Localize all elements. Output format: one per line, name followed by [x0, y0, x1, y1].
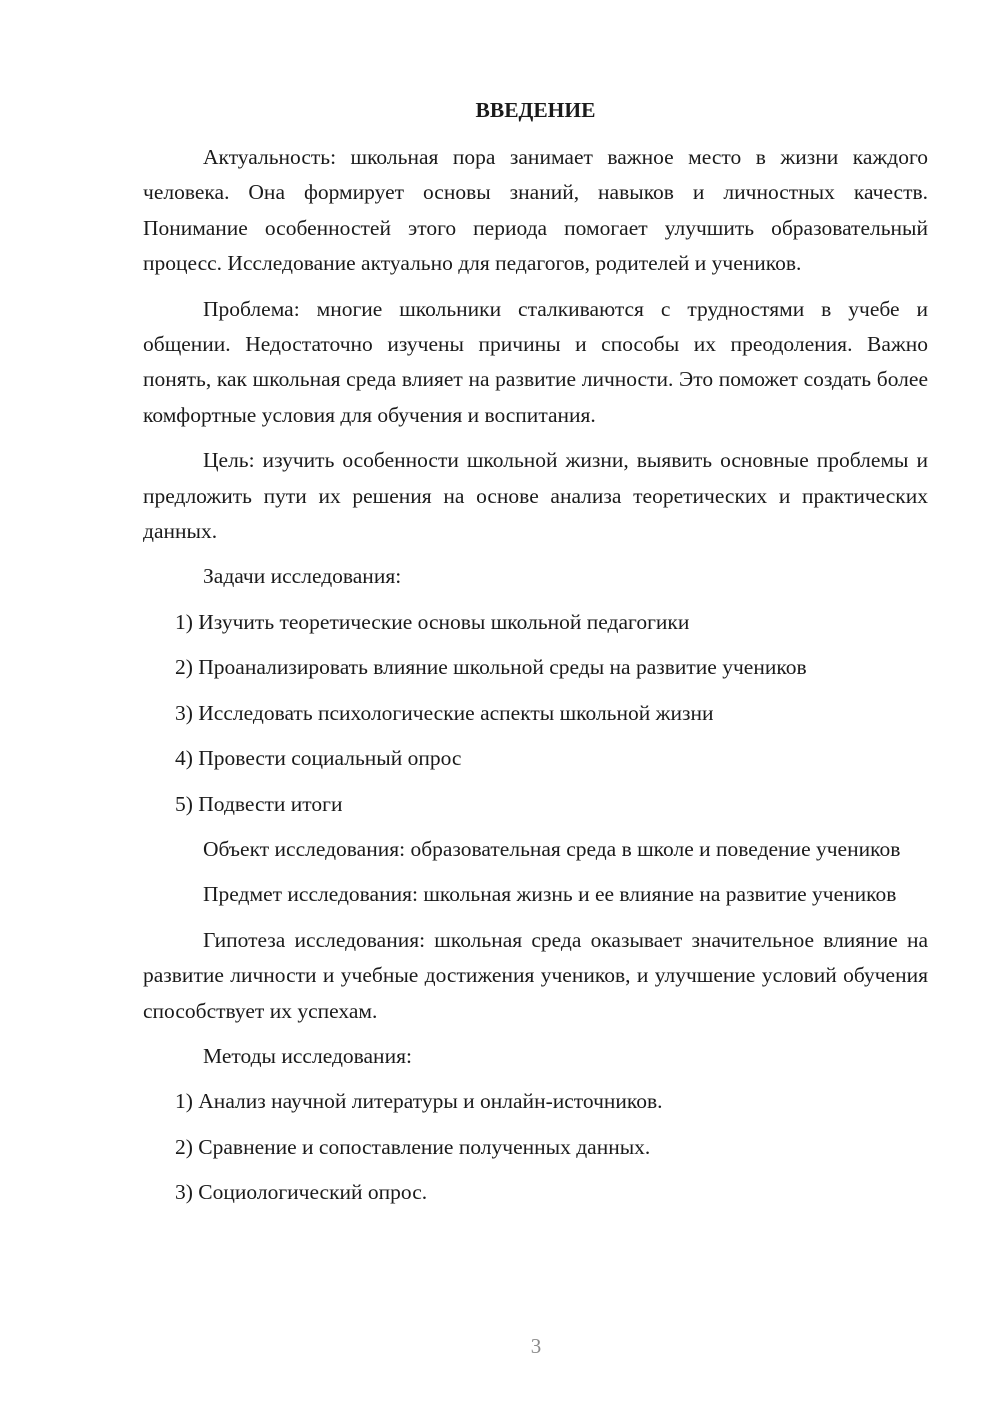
hypothesis-paragraph: Гипотеза исследования: школьная среда оказывает значительное влияние на развитие личности и учебные достижения учеников, и улучшение условий обучения способствует их успехам.	[143, 927, 928, 1023]
task-item: 1) Изучить теоретические основы школьной педагогики	[175, 609, 690, 634]
methods-heading: Методы исследования:	[203, 1043, 412, 1068]
task-item: 3) Исследовать психологические аспекты школьной жизни	[175, 700, 714, 725]
method-item: 2) Сравнение и сопоставление полученных данных.	[175, 1134, 651, 1159]
problem-paragraph: Проблема: многие школьники сталкиваются с трудностями в учебе и общении. Недостаточно изучены причины и способы их преодоления. Важно понять, как школьная среда влияет на развитие личности. Это поможет создать более комфортные условия для обучения и воспитания.	[143, 296, 928, 427]
object-paragraph: Объект исследования: образовательная среда в школе и поведение учеников	[203, 836, 901, 861]
method-item: 1) Анализ научной литературы и онлайн-источников.	[175, 1089, 663, 1114]
page-number: 3	[530, 1334, 542, 1358]
task-item: 2) Проанализировать влияние школьной среды на развитие учеников	[175, 655, 807, 680]
relevance-paragraph: Актуальность: школьная пора занимает важное место в жизни каждого человека. Она формирует основы знаний, навыков и личностных качеств. Понимание особенностей этого периода помогает улучшить образовательный процесс. Исследование актуально для педагогов, родителей и учеников.	[143, 145, 928, 276]
page-title: ВВЕДЕНИЕ	[475, 98, 596, 122]
task-item: 4) Провести социальный опрос	[175, 746, 462, 771]
goal-paragraph: Цель: изучить особенности школьной жизни, выявить основные проблемы и предложить пути их решения на основе анализа теоретических и практических данных.	[143, 448, 928, 544]
page-content	[143, 93, 928, 1221]
tasks-heading: Задачи исследования:	[203, 564, 402, 589]
subject-paragraph: Предмет исследования: школьная жизнь и ее влияние на развитие учеников	[203, 882, 897, 907]
method-item: 3) Социологический опрос.	[175, 1180, 428, 1205]
task-item: 5) Подвести итоги	[175, 791, 343, 816]
